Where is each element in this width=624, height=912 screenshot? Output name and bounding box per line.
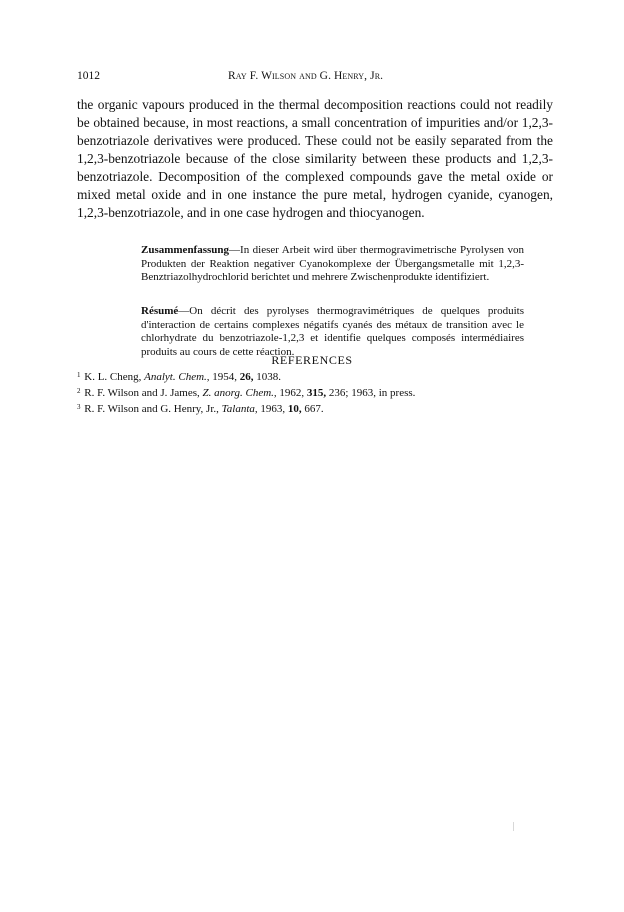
- reference-item: $^2$ R. F. Wilson and J. James, Z. anorg. Chem., 1962, 315, 236; 1963, in press.: [77, 387, 416, 399]
- reference-list: [77, 368, 557, 416]
- body-paragraph: the organic vapours produced in the thermal decomposition reactions could not readily be obtained because, in most reactions, a small concentration of impurities and/or 1,2,3-benzotriazole derivatives were produced. These could not be easily separated from the 1,2,3-benzotriazole because of the close similarity between these products and 1,2,3-benzotriazole. Decomposition of the complexed compounds gave the metal oxide or mixed metal oxide and in one instance the pure metal, hydrogen cyanide, cyanogen, 1,2,3-benzotriazole, and in one case hydrogen and thiocyanogen.: [77, 97, 553, 220]
- page-number: 1012: [77, 70, 100, 82]
- german-abstract: [141, 244, 524, 285]
- reference-item: $^1$ K. L. Cheng, Analyt. Chem., 1954, 26, 1038.: [77, 371, 282, 383]
- german-abstract-label: Zusammenfassung: [141, 244, 230, 256]
- french-abstract-label: Résumé: [141, 305, 179, 317]
- french-abstract: [141, 305, 524, 359]
- running-header-authors: Ray F. Wilson and G. Henry, Jr.: [228, 70, 384, 82]
- scan-mark: [513, 822, 514, 831]
- references-heading: REFERENCES: [271, 353, 353, 367]
- german-abstract-text: —In dieser Arbeit wird über thermogravimetrische Pyrolysen von Produkten der Reaktion negativer Cyanokomplexe der Übergangsmetalle mit 1,2,3-Benztriazolhydrochlorid berichtet und mehrere Zwischenprodukte identifiziert.: [141, 244, 524, 283]
- reference-item: $^3$ R. F. Wilson and G. Henry, Jr., Talanta, 1963, 10, 667.: [77, 403, 324, 415]
- french-abstract-text: —On décrit des pyrolyses thermogravimétriques de quelques produits d'interaction de certains complexes négatifs cyanés des métaux de transition avec le chlorhydrate du benzotriazole-1,2,3 et identifie quelques composés intermédiaires produits au cours de cette réaction.: [141, 305, 524, 358]
